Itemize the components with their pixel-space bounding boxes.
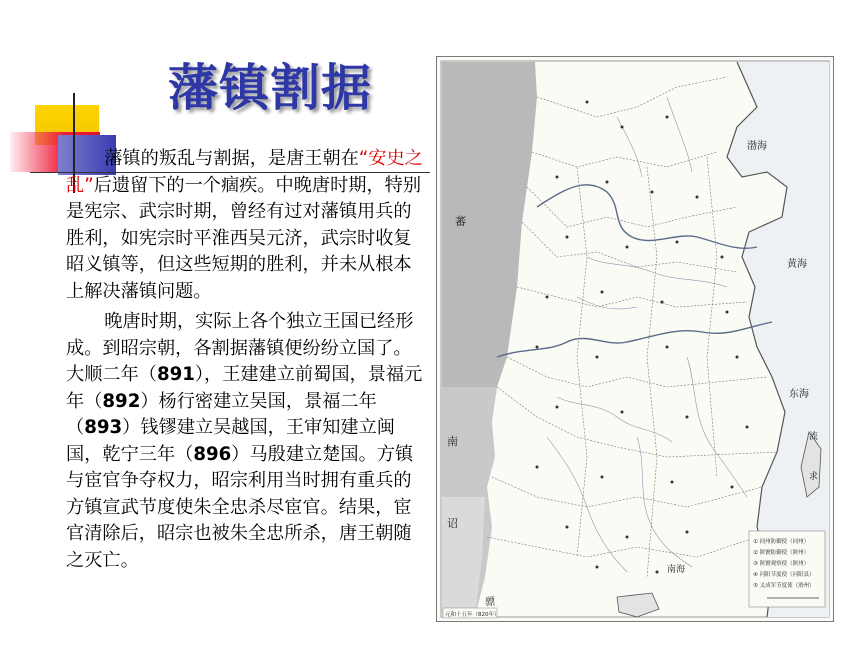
label-liuqiu-2: 求	[809, 472, 819, 482]
label-bohai: 渤海	[747, 141, 767, 152]
label-nanzhao-2: 诏	[447, 517, 458, 530]
label-nanzhao-1: 南	[447, 435, 458, 448]
map-svg	[437, 57, 833, 621]
p2-seg-4: ）钱镠建立吴越国，王审知建立闽国，乾宁三年（	[66, 417, 395, 465]
label-mo: 骠	[485, 597, 495, 608]
map-caption: 元和十五年（820年）	[445, 612, 500, 618]
legend-item-4: ④ 河阳节度使（河阳县）	[753, 572, 815, 578]
label-donghai: 东海	[789, 389, 809, 400]
hainan-island	[617, 593, 659, 617]
p2-seg-2: ），王建建立前蜀国，景福元年（	[66, 364, 423, 412]
p2-seg-1: 晚唐时期，实际上各个独立王国已经形成。到昭宗朝，各割据藩镇便纷纷立国了。大顺二年（	[66, 311, 414, 385]
label-nanhai: 南海	[667, 565, 686, 575]
label-huanghai: 黄海	[787, 259, 807, 270]
p2-year-2: 892	[102, 390, 141, 412]
p2-year-4: 896	[193, 443, 232, 465]
p1-text-end: 后遗留下的一个痼疾。中晚唐时期，特别是宪宗、武宗时期，曾经有过对藩镇用兵的胜利，如宪宗时平淮西吴元济，武宗时收复昭义镇等，但这些短期的胜利，并未从根本上解决藩镇问题。	[66, 174, 422, 302]
historical-map	[436, 56, 834, 622]
legend-item-2: ② 陕虢防御使（陕州）	[753, 550, 810, 556]
legend-item-5: ⑤ 义成军节度使（滑州）	[753, 583, 815, 589]
label-liuqiu-1: 流	[809, 432, 819, 442]
yangtze-river	[497, 322, 772, 357]
p2-seg-5: ）马殷建立楚国。方镇与宦官争夺权力，昭宗利用当时拥有重兵的方镇宣武节度使朱全忠杀尽宦官。结果，宦官清除后，昭宗也被朱全忠所杀，唐王朝随之灭亡。	[66, 443, 414, 571]
p2-year-1: 891	[156, 364, 195, 385]
p1-text-start: 藩镇的叛乱与割据，是唐王朝在	[104, 148, 359, 169]
p1-highlight: “安史之乱”	[66, 148, 423, 196]
label-tubo: 蕃	[455, 215, 466, 228]
p2-seg-3: ）杨行密建立吴国，景福二年（	[66, 390, 377, 438]
paragraph-1	[66, 146, 426, 305]
city-markers	[536, 101, 749, 574]
page-title: 藩镇割据	[168, 59, 372, 117]
body-text	[66, 146, 426, 578]
legend-item-3: ③ 陕虢观察使（陕州）	[753, 561, 810, 567]
p2-year-3: 893	[84, 417, 123, 438]
legend-item-1: ① 同州防御使（同州）	[753, 539, 810, 545]
yellow-river	[537, 185, 757, 249]
paragraph-2	[66, 309, 426, 574]
